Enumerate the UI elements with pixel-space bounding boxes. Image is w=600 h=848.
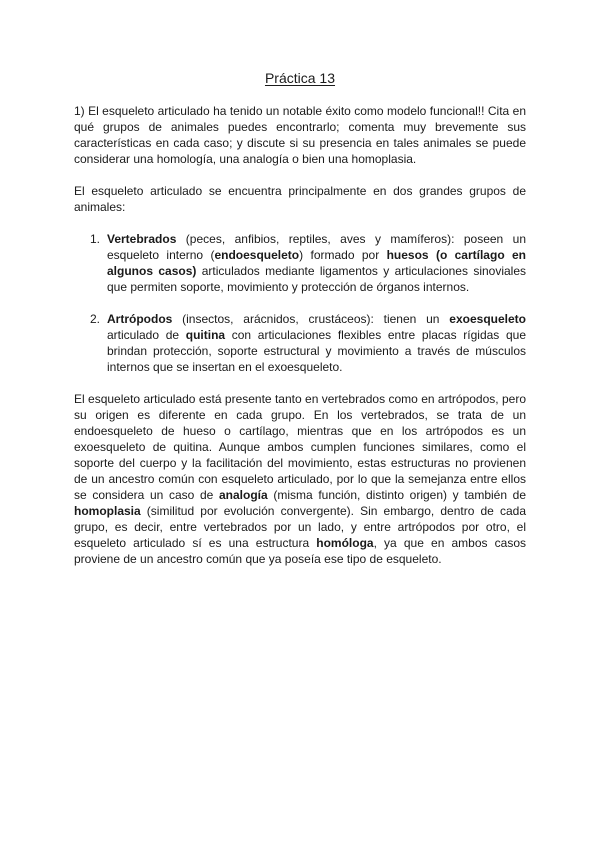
item-text: ) formado por	[299, 248, 387, 262]
discussion-text: (similitud por evolución convergente). Sin embargo, dentro de cada grupo, es decir, entre vertebrados por un lado, y entre artrópodos por otro, el esqueleto articulado sí es una estructura	[74, 504, 526, 550]
term-homoplasia: homoplasia	[74, 504, 141, 518]
list-number: 1.	[90, 232, 101, 246]
term-exoesqueleto: exoesqueleto	[449, 312, 526, 326]
item-text: (insectos, arácnidos, crustáceos): tienen un	[172, 312, 450, 326]
item-text: articulado de	[107, 328, 186, 342]
term-endoesqueleto: endoesqueleto	[214, 248, 300, 262]
discussion-text: , ya que en ambos casos proviene de un ancestro común que ya poseía ese tipo de esqueleto.	[74, 536, 526, 566]
term-homologa: homóloga	[316, 536, 374, 550]
term-analogia: analogía	[219, 488, 268, 502]
term-huesos: huesos (o cartílago en algunos casos)	[107, 248, 527, 278]
term-vertebrados: Vertebrados	[107, 232, 177, 246]
discussion-text: El esqueleto articulado está presente tanto en vertebrados como en artrópodos, pero su origen es diferente en cada grupo. En los vertebrados, se trata de un endoesqueleto de hueso o cartílago, mientras que en los artrópodos es un exoesqueleto de quitina. Aunque ambos cumplen funciones similares, como el soporte del cuerpo y la facilitación del movimiento, estas estructuras no provienen de un ancestro común con esqueleto articulado, por lo que la semejanza entre ellos se considera un caso de	[74, 392, 526, 502]
discussion-paragraph	[74, 391, 526, 567]
intro-paragraph: El esqueleto articulado se encuentra principalmente en dos grandes grupos de animales:	[74, 184, 526, 214]
term-artropodos: Artrópodos	[107, 312, 173, 326]
item-text: articulados mediante ligamentos y articulaciones sinoviales que permiten soporte, movimiento y protección de órganos internos.	[107, 264, 527, 294]
list-item-artropodos	[74, 311, 526, 375]
term-quitina: quitina	[185, 328, 226, 342]
item-text: (peces, anfibios, reptiles, aves y mamíferos): poseen un esqueleto interno (	[107, 232, 526, 262]
discussion-text: (misma función, distinto origen) y también de	[267, 488, 527, 502]
title-text: Práctica 13	[264, 70, 336, 86]
document-page	[74, 70, 526, 567]
list-item-vertebrados	[74, 231, 526, 295]
list-number: 2.	[90, 312, 101, 326]
question-paragraph: 1) El esqueleto articulado ha tenido un notable éxito como modelo funcional!! Cita en qué grupos de animales puedes encontrarlo; comenta muy brevemente sus características en cada caso; y discute si su presencia en tales animales se puede considerar una homología, una analogía o bien una homoplasia.	[74, 104, 526, 166]
groups-list	[74, 231, 526, 375]
page-title	[74, 70, 526, 86]
item-text: con articulaciones flexibles entre placas rígidas que brindan protección, soporte estructural y movimiento a través de músculos internos que se insertan en el exoesqueleto.	[107, 328, 526, 374]
